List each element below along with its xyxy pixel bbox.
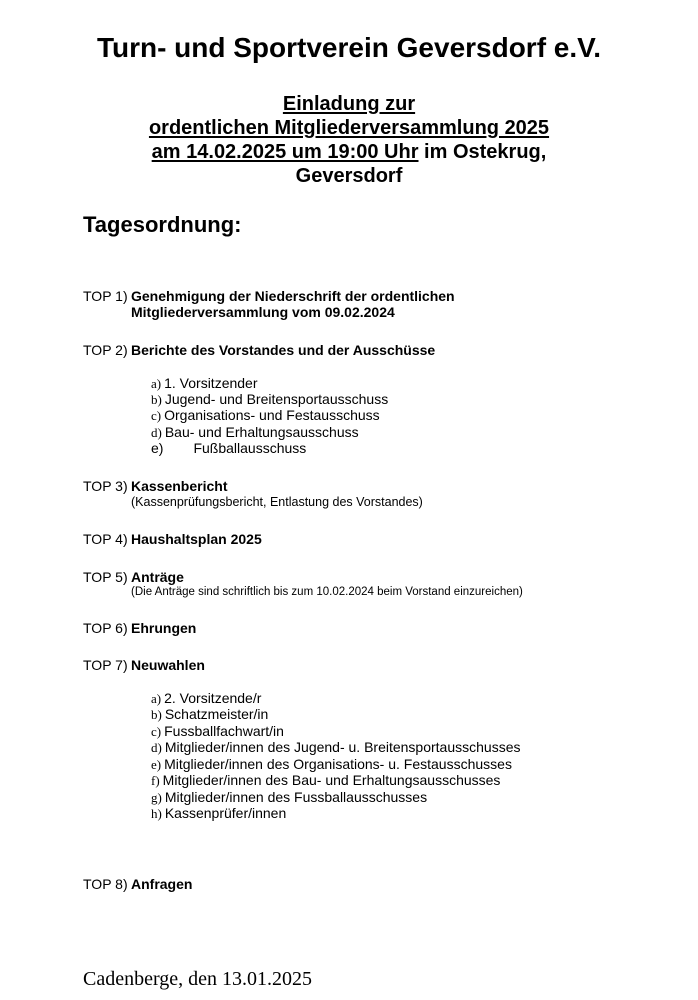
sub-item [151,756,512,773]
agenda-item-label: TOP 6) [83,620,128,636]
invitation-line-3 [0,140,698,164]
agenda-item-title: Anträge [131,569,184,585]
sub-item-text: Mitglieder/innen des Bau- und Erhaltungsausschusses [162,772,501,788]
agenda-item-title: Berichte des Vorstandes und der Ausschüsse [131,342,436,358]
agenda-item-label: TOP 2) [83,342,128,358]
sub-item [151,407,380,424]
sub-item-text: Kassenprüfer/innen [164,805,287,821]
club-title: Turn- und Sportverein Geversdorf e.V. [96,32,602,63]
sub-item [151,772,500,789]
invitation-venue: im Ostekrug, [418,141,547,163]
sub-item-letter: f) [151,773,160,788]
invitation-line-2: ordentlichen Mitgliederversammlung 2025 [148,117,550,139]
sub-item-letter: c) [151,408,162,423]
sub-item-text: Fussballfachwart/in [164,723,284,739]
sub-item-letter: e) [151,757,162,772]
sub-item-letter: g) [151,790,162,805]
sub-item-letter: e) [151,440,164,456]
agenda-item-label: TOP 8) [83,876,128,892]
sub-item [151,805,286,822]
agenda-item-title: Haushaltsplan 2025 [131,531,262,547]
agenda-item-label: TOP 5) [83,569,128,585]
agenda-heading: Tagesordnung: [83,212,242,237]
sub-item [151,424,359,441]
sub-item-letter: c) [151,724,162,739]
sub-item-letter: d) [151,425,162,440]
sub-item-letter: d) [151,740,162,755]
sub-item-letter: b) [151,707,162,722]
agenda-item-label: TOP 1) [83,288,128,304]
sub-item [151,706,268,723]
agenda-item-note: (Die Anträge sind schriftlich bis zum 10.02.2024 beim Vorstand einzureichen) [131,586,523,598]
sub-item-text: 2. Vorsitzende/r [164,690,262,706]
agenda-item-title-continued: Mitgliederversammlung vom 09.02.2024 [131,304,395,320]
sub-item [151,723,284,740]
sub-item [151,440,306,456]
sub-item-text: Organisations- und Festausschuss [164,407,380,423]
agenda-item-title: Neuwahlen [131,657,205,673]
sub-item-text: 1. Vorsitzender [164,375,258,391]
sub-item-text: Schatzmeister/in [164,706,269,722]
sub-item-letter: a) [151,376,162,391]
agenda-item-title: Kassenbericht [131,478,228,494]
sub-item [151,789,427,806]
sub-item-letter: a) [151,691,162,706]
sub-item [151,739,521,756]
agenda-item-label: TOP 3) [83,478,128,494]
sub-item-text: Mitglieder/innen des Organisations- u. Festausschusses [164,756,512,772]
invitation-line-1: Einladung zur [282,93,416,115]
agenda-item-title: Genehmigung der Niederschrift der ordentlichen [131,288,455,304]
sub-item-letter: h) [151,806,162,821]
sub-item-text: Jugend- und Breitensportausschuss [164,391,389,407]
place-date: Cadenberge, den 13.01.2025 [83,968,313,990]
agenda-item-label: TOP 7) [83,657,128,673]
sub-item-text: Mitglieder/innen des Jugend- u. Breitensportausschusses [164,739,521,755]
invitation-line-4: Geversdorf [295,165,403,187]
sub-item-text: Bau- und Erhaltungsausschuss [164,424,359,440]
sub-item-text: Mitglieder/innen des Fussballausschusses [164,789,428,805]
agenda-item-label: TOP 4) [83,531,128,547]
agenda-item-title: Ehrungen [131,620,197,636]
sub-item-text: Fußballausschuss [193,440,307,456]
sub-item [151,375,258,392]
sub-item [151,391,388,408]
agenda-item-note: (Kassenprüfungsbericht, Entlastung des Vorstandes) [131,495,423,509]
sub-item [151,690,261,707]
sub-item-letter: b) [151,392,162,407]
invitation-date-time: am 14.02.2025 um 19:00 Uhr [151,141,419,163]
agenda-item-title: Anfragen [131,876,193,892]
